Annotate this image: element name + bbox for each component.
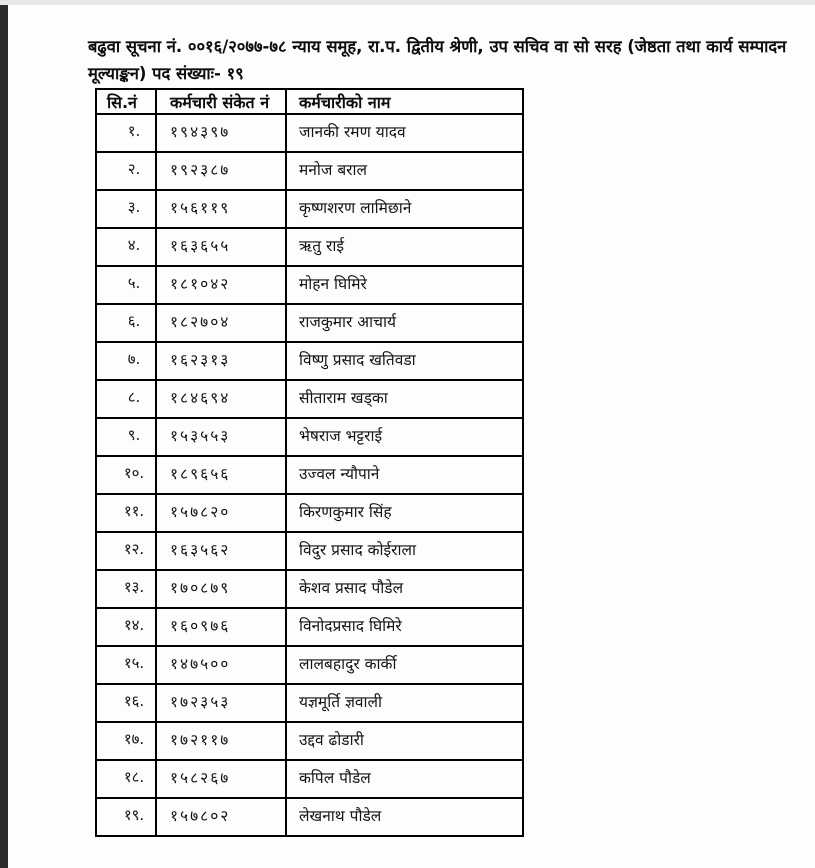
employee-name-cell: राजकुमार आचार्य [286,304,523,342]
serial-number-cell: १. [96,114,156,152]
employee-table [95,88,524,837]
serial-number-cell: ३. [96,190,156,228]
employee-code-cell: १९४३९७ [156,114,286,152]
employee-name-cell: विदुर प्रसाद कोईराला [286,532,523,570]
employee-name-cell: उद्दव ढोडारी [286,722,523,760]
scan-left-edge [0,5,8,868]
employee-name-cell: विष्णु प्रसाद खतिवडा [286,342,523,380]
employee-code-cell: १६३६५५ [156,228,286,266]
table-row [96,380,523,418]
employee-name-cell: केशव प्रसाद पौडेल [286,570,523,608]
table-row [96,304,523,342]
employee-code-cell: १७२११७ [156,722,286,760]
employee-code-cell: १५३५५३ [156,418,286,456]
table-header [96,89,523,114]
table-row [96,532,523,570]
employee-code-cell: १६०९७६ [156,608,286,646]
notice-title-line1: बढुवा सूचना नं. ००१६/२०७७-७८ न्याय समूह, रा.प. द्वितीय श्रेणी, उप सचिव वा सो सरह (जेष्ठता तथा कार्य सम्पादन [88,37,787,56]
table-row [96,722,523,760]
employee-code-cell: १५७८०२ [156,798,286,836]
notice-title [88,33,788,87]
scan-top-edge [0,0,815,5]
table-row [96,494,523,532]
table-row [96,456,523,494]
employee-code-cell: १७०८७९ [156,570,286,608]
employee-name-cell: भेषराज भट्टराई [286,418,523,456]
employee-code-cell: १६३५६२ [156,532,286,570]
serial-number-cell: १४. [96,608,156,646]
col-header-code: कर्मचारी संकेत नं [156,89,286,114]
employee-code-cell: १६२३१३ [156,342,286,380]
employee-code-cell: १८१०४२ [156,266,286,304]
serial-number-cell: ११. [96,494,156,532]
table-body [96,114,523,836]
employee-name-cell: मनोज बराल [286,152,523,190]
table-row [96,152,523,190]
employee-code-cell: १८४६९४ [156,380,286,418]
employee-name-cell: यज्ञमूर्ति ज्ञवाली [286,684,523,722]
serial-number-cell: २. [96,152,156,190]
document-content [88,33,788,837]
employee-code-cell: १८९६५६ [156,456,286,494]
employee-code-cell: १५८२६७ [156,760,286,798]
employee-name-cell: ऋतु राई [286,228,523,266]
serial-number-cell: १९. [96,798,156,836]
table-row [96,608,523,646]
notice-title-line2: मूल्याङ्कन) पद संख्याः- १९ [88,64,244,83]
employee-code-cell: १७२३५३ [156,684,286,722]
employee-name-cell: लालबहादुर कार्की [286,646,523,684]
serial-number-cell: १६. [96,684,156,722]
employee-code-cell: १४७५०० [156,646,286,684]
employee-name-cell: किरणकुमार सिंह [286,494,523,532]
table-row [96,646,523,684]
serial-number-cell: ४. [96,228,156,266]
table-row [96,266,523,304]
serial-number-cell: १८. [96,760,156,798]
serial-number-cell: १३. [96,570,156,608]
employee-name-cell: कपिल पौडेल [286,760,523,798]
serial-number-cell: १७. [96,722,156,760]
employee-code-cell: १८२७०४ [156,304,286,342]
col-header-name: कर्मचारीको नाम [286,89,523,114]
serial-number-cell: ६. [96,304,156,342]
col-header-serial: सि.नं [96,89,156,114]
serial-number-cell: ८. [96,380,156,418]
employee-name-cell: उज्वल न्यौपाने [286,456,523,494]
serial-number-cell: ९. [96,418,156,456]
employee-code-cell: १५७८२० [156,494,286,532]
table-header-row [96,89,523,114]
employee-code-cell: १९२३८७ [156,152,286,190]
table-row [96,114,523,152]
serial-number-cell: १५. [96,646,156,684]
table-row [96,190,523,228]
employee-name-cell: जानकी रमण यादव [286,114,523,152]
serial-number-cell: १०. [96,456,156,494]
serial-number-cell: ५. [96,266,156,304]
employee-name-cell: लेखनाथ पौडेल [286,798,523,836]
table-row [96,228,523,266]
serial-number-cell: ७. [96,342,156,380]
table-row [96,342,523,380]
employee-name-cell: मोहन घिमिरे [286,266,523,304]
employee-name-cell: कृष्णशरण लामिछाने [286,190,523,228]
employee-code-cell: १५६११९ [156,190,286,228]
serial-number-cell: १२. [96,532,156,570]
table-row [96,760,523,798]
table-row [96,418,523,456]
table-row [96,684,523,722]
table-row [96,798,523,836]
table-row [96,570,523,608]
employee-name-cell: सीताराम खड्का [286,380,523,418]
employee-name-cell: विनोदप्रसाद घिमिरे [286,608,523,646]
